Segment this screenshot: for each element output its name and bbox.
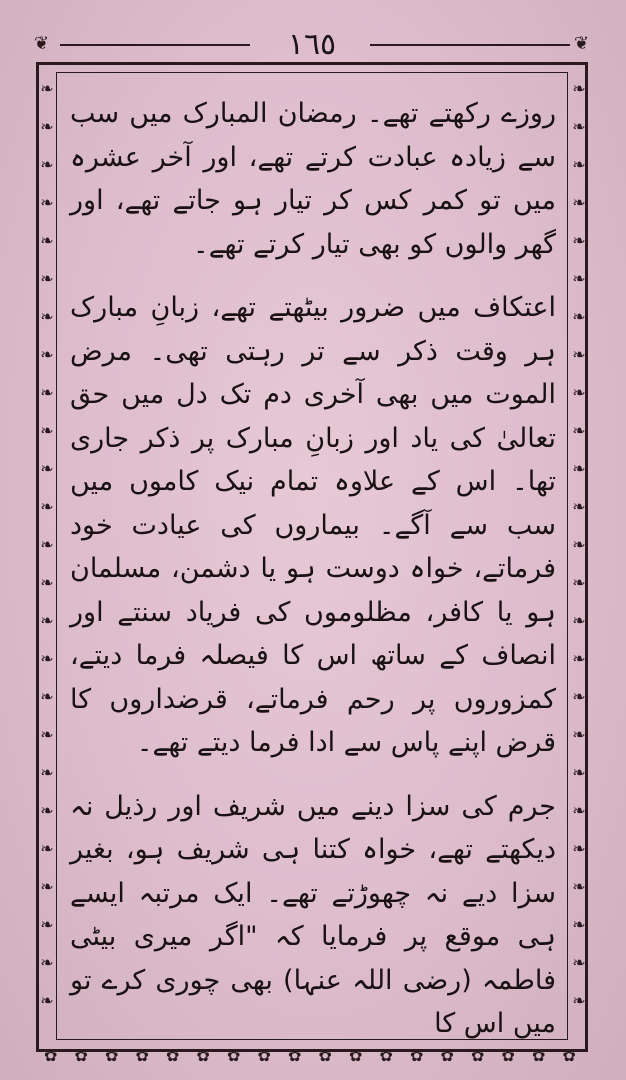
flourish-icon: ❧ [40,649,54,668]
flourish-icon: ❧ [40,193,54,212]
flourish-icon: ❧ [572,383,586,402]
flourish-icon: ❧ [40,763,54,782]
flourish-icon: ❧ [40,535,54,554]
flower-icon: ✿ [74,1046,94,1065]
bottom-border-ornaments [40,1044,586,1068]
flower-icon: ✿ [410,1046,430,1065]
flower-icon: ✿ [257,1046,277,1065]
flourish-icon: ❧ [572,193,586,212]
flourish-icon: ❧ [40,79,54,98]
flourish-icon: ❧ [40,839,54,858]
flourish-icon: ❧ [572,345,586,364]
flourish-icon: ❧ [40,117,54,136]
flourish-icon: ❧ [572,421,586,440]
flourish-icon: ❧ [40,155,54,174]
flourish-icon: ❧ [572,725,586,744]
flourish-icon: ❧ [40,421,54,440]
paragraph-itikaf: اعتکاف میں ضرور بیٹھتے تھے، زبانِ مبارک ہر وقت ذکر سے تر رہتی تھی۔ مرض الموت میں بھی آخری دم تک دل میں حق تعالیٰ کی یاد اور زبانِ مبارک پر ذکر جاری تھا۔ اس کے علاوہ تمام نیک کاموں میں سب سے آگے۔ بیماروں کی عیادت خود فرماتے، خواہ دوست ہو یا دشمن، مسلمان ہو یا کافر، مظلوموں کی فریاد سنتے اور انصاف کے ساتھ اس کا فیصلہ فرما دیتے، کمزوروں پر رحم فرماتے، قرضداروں کا قرض اپنے پاس سے ادا فرما دیتے تھے۔ [70,292,556,758]
flower-icon: ✿ [288,1046,308,1065]
flourish-icon: ❧ [40,725,54,744]
header-rule-right [370,44,570,46]
flower-icon: ✿ [196,1046,216,1065]
page-header [0,22,626,66]
flourish-icon: ❧ [572,535,586,554]
paragraph-justice: جرم کی سزا دینے میں شریف اور رذیل نہ دیکھتے تھے، خواہ کتنا ہی شریف ہو، بغیر سزا دیے نہ چھوڑتے تھے۔ ایک مرتبہ ایسے ہی موقع پر فرمایا کہ "اگر میری بیٹی فاطمہ (رضی اللہ عنہا) بھی چوری کرے تو میں اس کا [70,790,556,1039]
flourish-icon: ❧ [40,269,54,288]
flourish-icon: ❧ [572,991,586,1010]
paragraph-ramadan: روزے رکھتے تھے۔ رمضان المبارک میں سب سے زیادہ عبادت کرتے تھے، اور آخر عشرہ میں تو کمر کس کر تیار ہو جاتے تھے، اور گھر والوں کو بھی تیار کرتے تھے۔ [70,98,556,260]
flourish-icon: ❧ [40,687,54,706]
flourish-icon: ❧ [572,801,586,820]
flower-icon: ✿ [532,1046,552,1065]
flower-icon: ✿ [135,1046,155,1065]
flower-icon: ✿ [501,1046,521,1065]
flourish-icon: ❧ [572,497,586,516]
flourish-icon: ❧ [40,459,54,478]
flower-icon: ✿ [379,1046,399,1065]
flourish-icon: ❧ [40,953,54,972]
flourish-icon: ❧ [572,117,586,136]
flourish-icon: ❧ [572,953,586,972]
flourish-icon: ❧ [40,231,54,250]
flourish-icon: ❧ [572,155,586,174]
flourish-icon: ❧ [572,877,586,896]
flourish-icon: ❧ [572,231,586,250]
flourish-icon: ❧ [572,459,586,478]
flourish-icon: ❧ [572,763,586,782]
header-ornament-right: ❦ [574,33,590,54]
header-ornament-left: ❦ [34,33,50,54]
flower-icon: ✿ [166,1046,186,1065]
flower-icon: ✿ [440,1046,460,1065]
flourish-icon: ❧ [572,307,586,326]
page-number: ١٦٥ [287,27,337,62]
flourish-icon: ❧ [40,573,54,592]
flourish-icon: ❧ [40,915,54,934]
flourish-icon: ❧ [572,649,586,668]
flourish-icon: ❧ [40,383,54,402]
flourish-icon: ❧ [572,687,586,706]
body-text [70,92,556,1039]
flourish-icon: ❧ [40,877,54,896]
left-border-ornaments [36,70,58,1050]
flower-icon: ✿ [227,1046,247,1065]
flourish-icon: ❧ [572,573,586,592]
flourish-icon: ❧ [40,801,54,820]
flourish-icon: ❧ [572,915,586,934]
flourish-icon: ❧ [40,497,54,516]
header-rule-left [60,44,250,46]
flourish-icon: ❧ [40,345,54,364]
flower-icon: ✿ [44,1046,64,1065]
flower-icon: ✿ [471,1046,491,1065]
right-border-ornaments [568,70,590,1050]
flourish-icon: ❧ [40,307,54,326]
flower-icon: ✿ [349,1046,369,1065]
flourish-icon: ❧ [572,269,586,288]
flower-icon: ✿ [562,1046,582,1065]
flourish-icon: ❧ [40,991,54,1010]
flourish-icon: ❧ [572,79,586,98]
flourish-icon: ❧ [572,839,586,858]
flourish-icon: ❧ [40,611,54,630]
flower-icon: ✿ [318,1046,338,1065]
flower-icon: ✿ [105,1046,125,1065]
flourish-icon: ❧ [572,611,586,630]
